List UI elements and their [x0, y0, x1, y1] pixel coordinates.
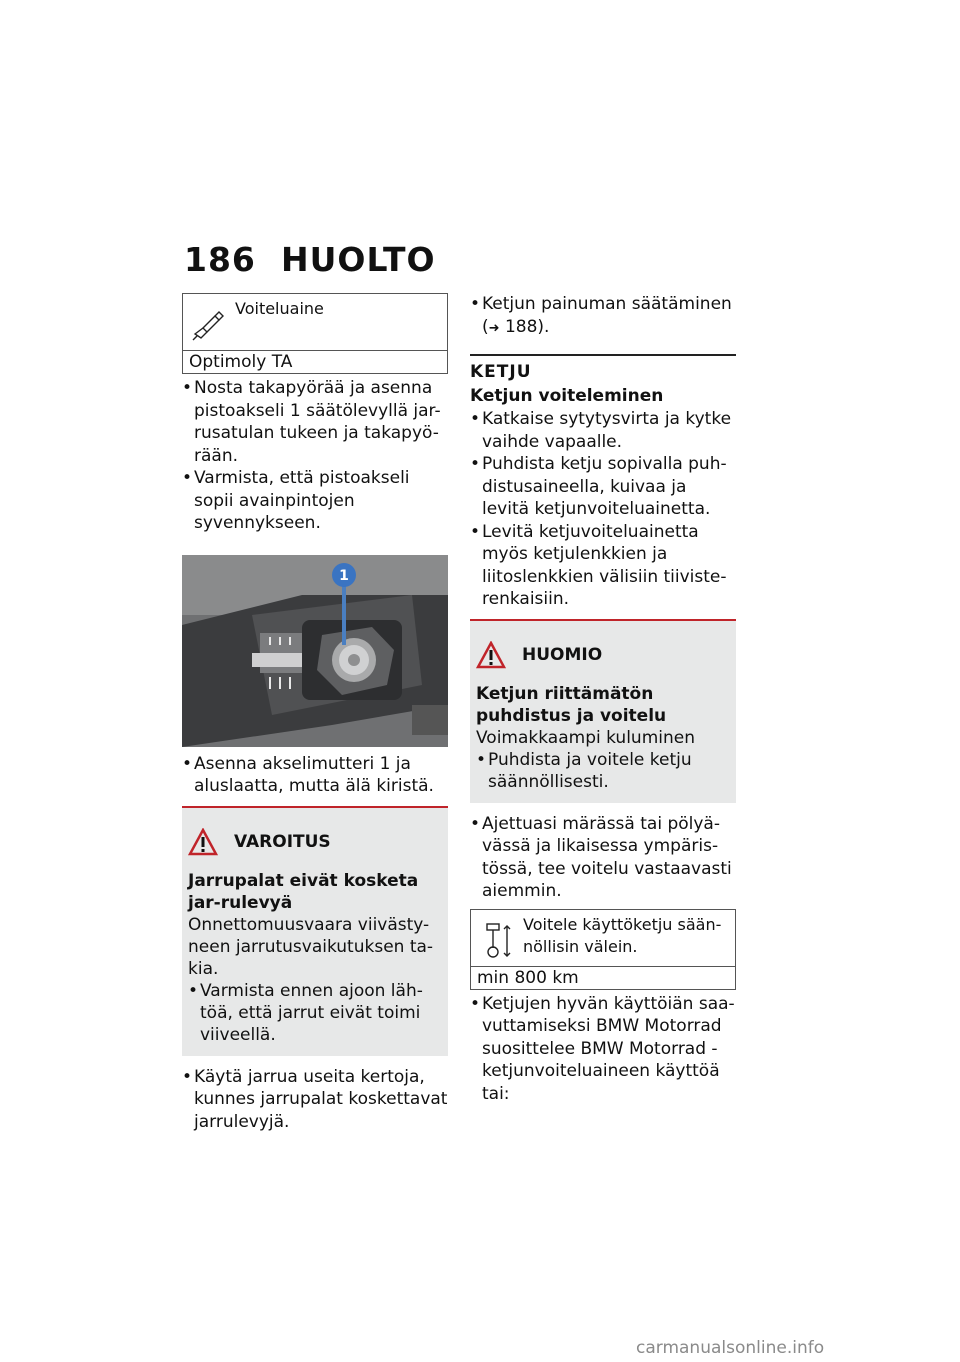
warning-title: Jarrupalat eivät kosketa jar-rulevyä: [188, 870, 419, 913]
interval-value: min 800 km: [471, 966, 735, 989]
notice-subitem: • Puhdista ja voitele ketju säännöllisesti.: [476, 749, 692, 792]
list-item: • Puhdista ketju sopivalla puh-distusaineella, kuivaa ja levitä ketjunvoiteluainetta.: [470, 454, 727, 519]
notice-title: Ketjun riittämätön puhdistus ja voitelu: [476, 683, 667, 726]
warning-text: Onnettomuusvaara viivästy-neen jarrutusvaikutuksen ta-kia.: [188, 914, 434, 979]
list-item: • Ketjujen hyvän käyttöiän saa-vuttamiseksi BMW Motorrad suosittelee BMW Motorrad -ketjunvoiteluaineen käyttöä tai:: [470, 993, 735, 1104]
notice-box: [470, 619, 736, 803]
list-item: • Ajettuasi märässä tai pölyä-vässä ja likaisessa ympäris-tössä, tee voitelu vastaavasti aiemmin.: [470, 813, 732, 901]
chain-maintenance-icon: [477, 920, 517, 960]
page-number: 186: [184, 240, 256, 279]
list-item: • Varmista, että pistoakseli sopii avainpintojen syvennykseen.: [182, 468, 410, 533]
list-item: • Asenna akselimutteri 1 ja aluslaatta, mutta älä kiristä.: [182, 753, 434, 796]
notice-text: Voimakkaampi kuluminen: [476, 727, 695, 748]
warning-subitem: • Varmista ennen ajoon läh-töä, että jarrut eivät toimi viiveellä.: [188, 980, 423, 1045]
section-heading: KETJU: [470, 362, 532, 382]
lubricant-box: [182, 293, 448, 374]
list-item: • Katkaise sytytysvirta ja kytke vaihde vapaalle.: [470, 409, 732, 452]
lubricant-value: Optimoly TA: [183, 350, 447, 373]
axle-photo: [182, 555, 448, 747]
warning-heading: VAROITUS: [234, 831, 331, 852]
warning-triangle-icon: [188, 828, 218, 856]
page-header: [184, 240, 436, 279]
watermark: carmanualsonline.info: [636, 1338, 825, 1358]
warning-box: [182, 806, 448, 1056]
list-item: • Ketjun painuman säätäminen (➜ 188).: [470, 294, 732, 337]
interval-box: [470, 909, 736, 990]
lubricant-icon: [189, 304, 229, 344]
interval-label: Voitele käyttöketju sään-nöllisin välein.: [523, 914, 722, 956]
left-column: [182, 293, 448, 1133]
section-title: HUOLTO: [281, 240, 436, 279]
list-item: • Levitä ketjuvoiteluainetta myös ketjulenkkien ja liitoslenkkien välisiin tiiviste-renkaisiin.: [470, 521, 727, 609]
list-item: • Nosta takapyörää ja asenna pistoakseli 1 säätölevyllä jar-rusatulan tukeen ja takapyö-rään.: [182, 378, 441, 466]
arrow-icon: ➜: [488, 320, 500, 336]
notice-heading: HUOMIO: [522, 644, 603, 665]
photo-callout-number: 1: [339, 567, 349, 584]
list-item: • Käytä jarrua useita kertoja, kunnes jarrupalat koskettavat jarrulevyjä.: [182, 1066, 448, 1132]
subsection-heading: Ketjun voiteleminen: [470, 386, 664, 406]
section-divider: [470, 354, 736, 356]
lubricant-label: Voiteluaine: [235, 299, 324, 318]
warning-triangle-icon: [476, 641, 506, 669]
right-column: [470, 293, 736, 1105]
